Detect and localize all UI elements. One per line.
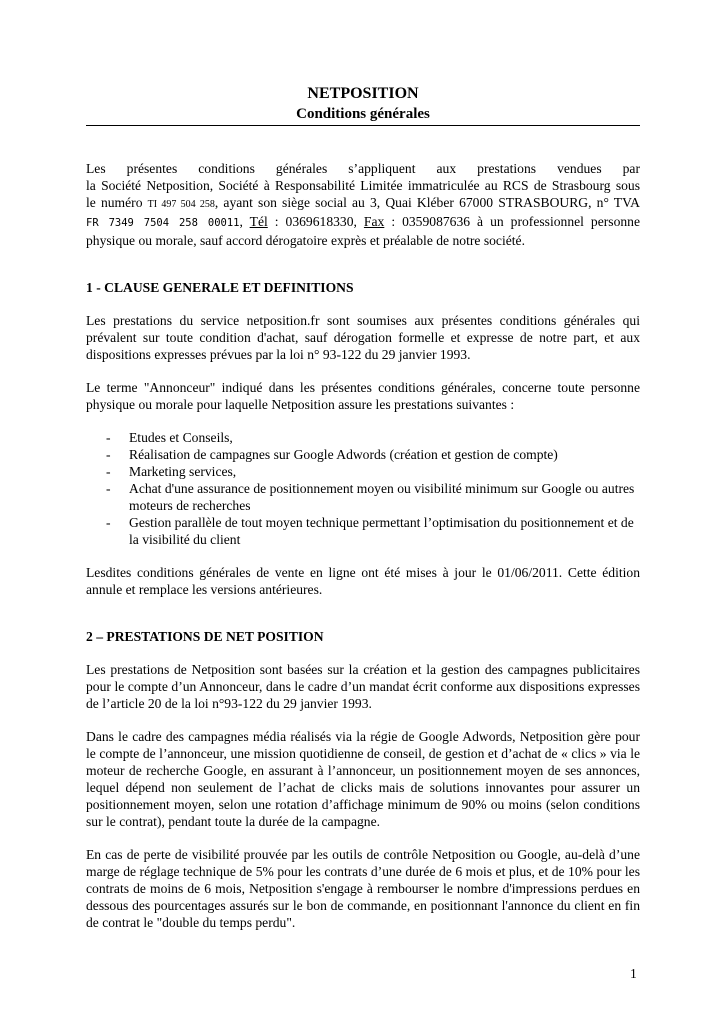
list-item: [86, 429, 640, 446]
list-item: [86, 463, 640, 480]
bullet-dash: -: [106, 481, 111, 496]
section-2-heading: 2 – PRESTATIONS DE NET POSITION: [86, 629, 324, 644]
section-1-heading: 1 - CLAUSE GENERALE ET DEFINITIONS: [86, 280, 354, 295]
section-1-paragraph-3: Lesdites conditions générales de vente en ligne ont été mises à jour le 01/06/2011. Cette édition annule et remplace les versions antérieures.: [86, 565, 640, 597]
list-item: [86, 480, 640, 514]
bullet-dash: -: [106, 447, 111, 462]
intro-line: physique ou morale, sauf accord dérogatoire exprès et préalable de notre société.: [86, 233, 525, 248]
intro-line: la Société Netposition, Société à Responsabilité Limitée immatriculée au RCS de Strasbourg sous: [86, 178, 640, 193]
section-2-paragraph-1: Les prestations de Netposition sont basées sur la création et la gestion des campagnes publicitaires pour le compte d’un Annonceur, dans le cadre d’un mandat écrit conforme aux dispositions expresses de l’article 20 de la loi n°93-122 du 29 janvier 1993.: [86, 662, 640, 711]
document-body: [86, 160, 640, 931]
fax-value: : 0359087636 à un professionnel personne: [384, 214, 640, 229]
section-1-paragraph-2: Le terme "Annonceur" indiqué dans les présentes conditions générales, concerne toute personne physique ou morale pour laquelle Netposition assure les prestations suivantes :: [86, 380, 640, 412]
intro-line: Les présentes conditions générales s’appliquent aux prestations vendues par: [86, 161, 640, 176]
list-item-text: Gestion parallèle de tout moyen technique permettant l’optimisation du positionnement et de la visibilité du client: [129, 515, 634, 547]
rcs-number: TI 497 504 258: [147, 199, 215, 210]
tel-label: Tél: [249, 214, 268, 229]
tel-value: : 0369618330,: [267, 214, 364, 229]
services-list: [86, 429, 640, 548]
header-divider: [86, 125, 640, 126]
fax-label: Fax: [363, 214, 385, 229]
section-2-paragraph-3: En cas de perte de visibilité prouvée par les outils de contrôle Netposition ou Google, au-delà d’une marge de réglage technique de 5% pour les contrats d’une durée de 6 mois et plus, et de 10% pour les contrats de moins de 6 mois, Netposition s'engage à rembourser le nombre d'impressions perdues en dessous des pourcentages assurés sur le bon de commande, en positionnant l'annonce du client en fin de contrat le "double du temps perdu".: [86, 847, 640, 930]
document-title: NETPOSITION: [307, 85, 419, 102]
intro-line3-suffix: , ayant son siège social au 3, Quai Kléber 67000 STRASBOURG, n° TVA: [214, 195, 640, 210]
list-item-text: Etudes et Conseils,: [129, 430, 233, 445]
tva-number: FR 7349 7504 258 00011: [86, 217, 240, 229]
list-item-text: Achat d'une assurance de positionnement moyen ou visibilité minimum sur Google ou autres moteurs de recherches: [129, 481, 635, 513]
intro-line4-sep: ,: [239, 214, 250, 229]
page-number: 1: [630, 966, 637, 981]
section-2-paragraph-2: Dans le cadre des campagnes média réalisés via la régie de Google Adwords, Netposition gère pour le compte de l’annonceur, une mission quotidienne de conseil, de gestion et d’achat de « clics » via le moteur de recherche Google, en assurant à l’annonceur, un positionnement moyen de ses annonces, lequel dépend non seulement de l’achat de clicks mais de solutions innovantes pour assurer un positionnement moyen, selon une rotation d’affichage minimum de 90% ou moins (selon conditions sur le contrat), pendant toute la durée de la campagne.: [86, 729, 640, 829]
intro-line: [86, 194, 640, 213]
list-item: [86, 446, 640, 463]
intro-line3-prefix: le numéro: [86, 195, 148, 210]
list-item: [86, 514, 640, 548]
section-1-paragraph-1: Les prestations du service netposition.fr sont soumises aux présentes conditions générales qui prévalent sur toute condition d'achat, sauf dérogation formelle et expresse de notre part, et aux dispositions expresses prévues par la loi n° 93-122 du 29 janvier 1993.: [86, 313, 640, 362]
intro-paragraph: [86, 160, 640, 249]
document-header: [86, 84, 640, 124]
intro-line: [86, 213, 640, 232]
bullet-dash: -: [106, 515, 111, 530]
bullet-dash: -: [106, 464, 111, 479]
document-subtitle: Conditions générales: [296, 106, 430, 122]
list-item-text: Marketing services,: [129, 464, 237, 479]
list-item-text: Réalisation de campagnes sur Google Adwords (création et gestion de compte): [129, 447, 558, 462]
bullet-dash: -: [106, 430, 111, 445]
